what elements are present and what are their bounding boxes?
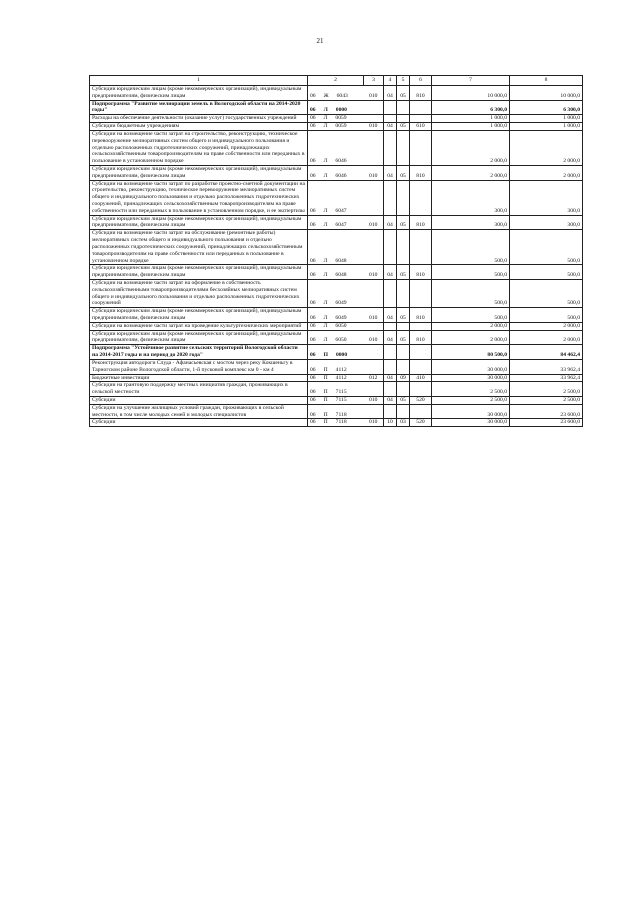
row-name: Бюджетные инвестиции <box>90 374 308 382</box>
expense-type-code <box>410 322 432 330</box>
code-subprogram: Л <box>323 207 328 214</box>
code-subprogram: Л <box>323 158 328 165</box>
row-name: Субсидии на возмещение части затрат на обслуживание (ремонтные работы) мелиоративных систем общего и индивидуального пользования и отдельно расположенных гидротехнических сооружений, принадлежащих сельскохозяйственным товаропроизводителям на праве собственности или переданных в пользование в установленном порядке <box>90 230 308 265</box>
code-program: 06 <box>310 374 316 381</box>
target-article-code <box>308 322 364 330</box>
expense-type-code: 810 <box>410 86 432 101</box>
row-name: Субсидии <box>90 396 308 404</box>
target-article-code <box>308 180 364 215</box>
department-code: 010 <box>364 265 384 280</box>
code-subprogram: Л <box>323 322 328 329</box>
code-direction: 7118 <box>335 419 347 426</box>
target-article-code <box>308 130 364 165</box>
amount-col-8: 84 462,4 <box>510 345 583 360</box>
amount-col-7: 2 000,0 <box>432 330 510 345</box>
target-article-code <box>308 230 364 265</box>
expense-type-code: 810 <box>410 265 432 280</box>
subsection-code <box>397 130 410 165</box>
code-direction: 7115 <box>335 396 347 403</box>
expense-type-code <box>410 382 432 397</box>
section-code: 04 <box>384 265 397 280</box>
section-code <box>384 115 397 123</box>
subsection-code: 05 <box>397 86 410 101</box>
subsection-code: 05 <box>397 215 410 230</box>
code-program: 06 <box>310 207 316 214</box>
code-direction: 6050 <box>335 337 347 344</box>
target-article-code <box>308 100 364 115</box>
expense-type-code <box>410 115 432 123</box>
section-code: 10 <box>384 419 397 427</box>
department-code: 010 <box>364 308 384 323</box>
code-program: 06 <box>310 300 316 307</box>
amount-col-7: 80 500,0 <box>432 345 510 360</box>
department-code: 010 <box>364 330 384 345</box>
code-direction: 6043 <box>336 92 348 99</box>
column-header: 8 <box>510 76 583 86</box>
department-code: 010 <box>364 396 384 404</box>
amount-col-8: 2 000,0 <box>510 330 583 345</box>
department-code <box>364 382 384 397</box>
target-article-code <box>308 404 364 419</box>
code-direction: 0059 <box>335 123 347 130</box>
target-article-code <box>308 382 364 397</box>
section-code <box>384 130 397 165</box>
code-direction: 7118 <box>335 411 347 418</box>
code-program: 06 <box>310 366 316 373</box>
table-row <box>90 396 583 404</box>
code-direction: 0000 <box>335 107 347 114</box>
amount-col-7: 30 000,0 <box>432 359 510 374</box>
target-article-code <box>308 308 364 323</box>
amount-col-7: 1 000,0 <box>432 115 510 123</box>
amount-col-8: 33 962,4 <box>510 359 583 374</box>
table-row <box>90 322 583 330</box>
subsection-code <box>397 100 410 115</box>
section-code <box>384 279 397 307</box>
subsection-code: 05 <box>397 165 410 180</box>
expense-type-code: 410 <box>410 374 432 382</box>
code-program: 06 <box>310 123 316 130</box>
section-code <box>384 345 397 360</box>
amount-col-8: 500,0 <box>510 279 583 307</box>
column-header: 2 <box>308 76 364 86</box>
row-name: Субсидии <box>90 419 308 427</box>
amount-col-8: 500,0 <box>510 308 583 323</box>
target-article-code <box>308 123 364 131</box>
code-subprogram: Л <box>323 172 328 179</box>
column-header: 6 <box>410 76 432 86</box>
code-program: 06 <box>310 107 316 114</box>
subsection-code: 05 <box>397 330 410 345</box>
target-article-code <box>308 86 364 101</box>
amount-col-8: 23 600,0 <box>510 419 583 427</box>
code-direction: 6047 <box>335 207 347 214</box>
column-header: 1 <box>90 76 308 86</box>
code-program: 06 <box>310 389 316 396</box>
code-program: 06 <box>310 337 316 344</box>
amount-col-7: 10 000,0 <box>432 86 510 101</box>
column-number-row <box>90 76 583 86</box>
target-article-code <box>308 374 364 382</box>
amount-col-8: 33 962,4 <box>510 374 583 382</box>
subsection-code <box>397 279 410 307</box>
amount-col-7: 500,0 <box>432 265 510 280</box>
code-subprogram: Л <box>323 337 328 344</box>
subsection-code <box>397 382 410 397</box>
code-program: 06 <box>310 92 316 99</box>
expense-type-code: 520 <box>410 396 432 404</box>
amount-col-8: 10 000,0 <box>510 86 583 101</box>
row-name: Подпрограмма "Устойчивое развитие сельских территорий Вологодской области на 2014-2017 годы и на период до 2020 года" <box>90 345 308 360</box>
code-direction: 6050 <box>335 322 347 329</box>
code-program: 06 <box>310 272 316 279</box>
department-code: 010 <box>364 165 384 180</box>
subsection-code: 05 <box>397 123 410 131</box>
code-subprogram: Л <box>323 115 328 122</box>
table-row <box>90 419 583 427</box>
department-code <box>364 100 384 115</box>
table-body <box>90 86 583 427</box>
section-code: 04 <box>384 308 397 323</box>
code-program: 06 <box>310 172 316 179</box>
target-article-code <box>308 215 364 230</box>
department-code: 010 <box>364 215 384 230</box>
budget-table <box>89 75 583 427</box>
amount-col-8: 1 000,0 <box>510 115 583 123</box>
code-program: 06 <box>310 396 316 403</box>
code-direction: 7115 <box>335 389 347 396</box>
row-name: Субсидии на грантовую поддержку местных инициатив граждан, проживающих в сельской местности <box>90 382 308 397</box>
section-code <box>384 322 397 330</box>
department-code <box>364 180 384 215</box>
table-row <box>90 230 583 265</box>
amount-col-7: 6 300,0 <box>432 100 510 115</box>
code-direction: 6048 <box>335 272 347 279</box>
code-subprogram: Ж <box>323 92 329 99</box>
code-direction: 0059 <box>335 115 347 122</box>
target-article-code <box>308 165 364 180</box>
code-program: 06 <box>310 257 316 264</box>
row-name: Субсидии юридическим лицам (кроме некоммерческих организаций), индивидуальным предпринимателям, физическим лицам <box>90 308 308 323</box>
code-direction: 0000 <box>335 352 348 359</box>
code-subprogram: П <box>323 411 328 418</box>
expense-type-code: 520 <box>410 419 432 427</box>
department-code <box>364 115 384 123</box>
table-row <box>90 279 583 307</box>
code-program: 06 <box>310 419 316 426</box>
expense-type-code <box>410 404 432 419</box>
code-program: 06 <box>310 115 316 122</box>
code-direction: 6046 <box>335 158 347 165</box>
department-code <box>364 345 384 360</box>
row-name: Субсидии юридическим лицам (кроме некоммерческих организаций), индивидуальным предпринимателям, физическим лицам <box>90 330 308 345</box>
code-program: 06 <box>310 158 316 165</box>
amount-col-8: 300,0 <box>510 215 583 230</box>
expense-type-code <box>410 279 432 307</box>
section-code: 04 <box>384 86 397 101</box>
department-code: 012 <box>364 374 384 382</box>
subsection-code <box>397 322 410 330</box>
amount-col-7: 500,0 <box>432 308 510 323</box>
amount-col-7: 30 000,0 <box>432 374 510 382</box>
expense-type-code <box>410 345 432 360</box>
expense-type-code: 610 <box>410 123 432 131</box>
expense-type-code <box>410 359 432 374</box>
amount-col-8: 6 300,0 <box>510 100 583 115</box>
table-header <box>90 76 583 86</box>
department-code <box>364 130 384 165</box>
table-row <box>90 86 583 101</box>
table-row <box>90 180 583 215</box>
code-subprogram: Л <box>323 315 328 321</box>
expense-type-code: 810 <box>410 165 432 180</box>
code-program: 06 <box>310 222 316 229</box>
section-code <box>384 359 397 374</box>
amount-col-8: 2 500,0 <box>510 396 583 404</box>
subprogram-row <box>90 345 583 360</box>
table-row <box>90 165 583 180</box>
code-subprogram: Л <box>323 300 328 307</box>
expense-type-code: 810 <box>410 215 432 230</box>
row-name: Субсидии на улучшение жилищных условий граждан, проживающих в сельской местности, в том числе молодых семей и молодых специалистов <box>90 404 308 419</box>
section-code: 04 <box>384 165 397 180</box>
row-name: Субсидии юридическим лицам (кроме некоммерческих организаций), индивидуальным предпринимателям, физическим лицам <box>90 86 308 101</box>
subsection-code <box>397 404 410 419</box>
subsection-code: 09 <box>397 374 410 382</box>
section-code: 04 <box>384 396 397 404</box>
table-row <box>90 265 583 280</box>
target-article-code <box>308 115 364 123</box>
code-program: 06 <box>310 411 316 418</box>
department-code <box>364 279 384 307</box>
table-row <box>90 404 583 419</box>
amount-col-8: 2 500,0 <box>510 382 583 397</box>
amount-col-8: 2 000,0 <box>510 130 583 165</box>
amount-col-7: 500,0 <box>432 279 510 307</box>
target-article-code <box>308 330 364 345</box>
expense-type-code <box>410 180 432 215</box>
code-direction: 6047 <box>335 222 347 229</box>
expense-type-code: 810 <box>410 330 432 345</box>
expense-type-code <box>410 230 432 265</box>
code-direction: 4112 <box>335 374 347 381</box>
code-subprogram: Л <box>323 272 328 279</box>
column-header: 4 <box>384 76 397 86</box>
section-code <box>384 382 397 397</box>
section-code: 04 <box>384 330 397 345</box>
column-header: 3 <box>364 76 384 86</box>
code-program: 06 <box>310 315 316 321</box>
code-subprogram: П <box>323 352 328 359</box>
row-name: Реконструкция автодороги Слуда - Афанасьевская с мостом через реку Кокшеньгу в Тарногском районе Вологодской области, 1-й пусковой комплекс км 0 - км 4 <box>90 359 308 374</box>
amount-col-8: 1 000,0 <box>510 123 583 131</box>
target-article-code <box>308 265 364 280</box>
column-header: 7 <box>432 76 510 86</box>
subsection-code: 05 <box>397 265 410 280</box>
row-name: Подпрограмма "Развитие мелиорации земель в Вологодской области на 2014-2020 годы" <box>90 100 308 115</box>
row-name: Субсидии юридическим лицам (кроме некоммерческих организаций), индивидуальным предпринимателям, физическим лицам <box>90 215 308 230</box>
subsection-code: 03 <box>397 419 410 427</box>
subsection-code <box>397 230 410 265</box>
code-subprogram: Л <box>323 222 328 229</box>
subsection-code <box>397 180 410 215</box>
code-direction: 6046 <box>335 172 347 179</box>
department-code <box>364 230 384 265</box>
row-name: Субсидии юридическим лицам (кроме некоммерческих организаций), индивидуальным предпринимателям, физическим лицам <box>90 265 308 280</box>
target-article-code <box>308 345 364 360</box>
department-code: 010 <box>364 419 384 427</box>
code-program: 06 <box>310 352 316 359</box>
section-code: 04 <box>384 123 397 131</box>
amount-col-7: 500,0 <box>432 230 510 265</box>
table-row <box>90 123 583 131</box>
amount-col-7: 2 500,0 <box>432 396 510 404</box>
table-row <box>90 115 583 123</box>
amount-col-7: 2 000,0 <box>432 322 510 330</box>
row-name: Расходы на обеспечение деятельности (оказание услуг) государственных учреждений <box>90 115 308 123</box>
section-code: 04 <box>384 374 397 382</box>
expense-type-code <box>410 130 432 165</box>
subsection-code: 05 <box>397 308 410 323</box>
department-code: 010 <box>364 123 384 131</box>
code-direction: 6048 <box>335 257 347 264</box>
code-program: 06 <box>310 322 316 329</box>
code-subprogram: П <box>323 374 328 381</box>
department-code <box>364 404 384 419</box>
code-subprogram: П <box>323 389 328 396</box>
section-code <box>384 100 397 115</box>
code-direction: 6049 <box>335 300 347 307</box>
amount-col-7: 1 000,0 <box>432 123 510 131</box>
department-code <box>364 322 384 330</box>
row-name: Субсидии бюджетным учреждениям <box>90 123 308 131</box>
target-article-code <box>308 359 364 374</box>
row-name: Субсидии на возмещение части затрат на проведение культуртехнических мероприятий <box>90 322 308 330</box>
code-direction: 4112 <box>335 366 347 373</box>
code-subprogram: П <box>323 396 328 403</box>
amount-col-8: 500,0 <box>510 265 583 280</box>
subprogram-row <box>90 100 583 115</box>
amount-col-7: 30 000,0 <box>432 404 510 419</box>
amount-col-7: 30 000,0 <box>432 419 510 427</box>
table-row <box>90 359 583 374</box>
section-code <box>384 180 397 215</box>
row-name: Субсидии на возмещение части затрат на строительство, реконструкцию, техническое перевооружение мелиоративных систем общего и индивидуального пользования и отдельно расположенных гидротехнических сооружений, принадлежащих сельскохозяйственным товаропроизводителям на праве собственности или переданных в пользование в установленном порядке <box>90 130 308 165</box>
table-row <box>90 382 583 397</box>
code-subprogram: Л <box>323 257 328 264</box>
expense-type-code <box>410 100 432 115</box>
amount-col-8: 2 000,0 <box>510 322 583 330</box>
amount-col-7: 2 000,0 <box>432 165 510 180</box>
table-row <box>90 215 583 230</box>
amount-col-7: 300,0 <box>432 215 510 230</box>
row-name: Субсидии юридическим лицам (кроме некоммерческих организаций), индивидуальным предпринимателям, физическим лицам <box>90 165 308 180</box>
table-row <box>90 130 583 165</box>
row-name: Субсидии на возмещение части затрат на оформление в собственность сельскохозяйственными товаропроизводителями бесхозяйных мелиоративных систем общего и индивидуального пользования и отдельно расположенных гидротехнических сооружений <box>90 279 308 307</box>
amount-col-8: 2 000,0 <box>510 165 583 180</box>
page-number: 21 <box>316 37 324 45</box>
amount-col-8: 300,0 <box>510 180 583 215</box>
table-row <box>90 308 583 323</box>
subsection-code <box>397 115 410 123</box>
department-code: 010 <box>364 86 384 101</box>
subsection-code <box>397 345 410 360</box>
subsection-code <box>397 359 410 374</box>
subsection-code: 05 <box>397 396 410 404</box>
amount-col-8: 500,0 <box>510 230 583 265</box>
amount-col-7: 300,0 <box>432 180 510 215</box>
code-direction: 6049 <box>335 315 347 321</box>
code-subprogram: П <box>323 366 328 373</box>
amount-col-7: 2 500,0 <box>432 382 510 397</box>
target-article-code <box>308 419 364 427</box>
section-code: 04 <box>384 215 397 230</box>
row-name: Субсидии на возмещение части затрат по разработке проектно-сметной документации на строительство, реконструкцию, техническое перевооружение мелиоративных систем общего и индивидуального пользования и отдельно расположенных гидротехнических сооружений, принадлежащих сельскохозяйственным товаропроизводителям на праве собственности или переданных в пользование в установленном порядке, и ее экспертизы <box>90 180 308 215</box>
column-header: 5 <box>397 76 410 86</box>
section-code <box>384 404 397 419</box>
expense-type-code: 810 <box>410 308 432 323</box>
code-subprogram: П <box>323 419 328 426</box>
amount-col-7: 2 000,0 <box>432 130 510 165</box>
code-subprogram: Л <box>323 107 328 114</box>
department-code <box>364 359 384 374</box>
target-article-code <box>308 279 364 307</box>
target-article-code <box>308 396 364 404</box>
amount-col-8: 23 600,0 <box>510 404 583 419</box>
code-subprogram: Л <box>323 123 328 130</box>
table-row <box>90 374 583 382</box>
table-row <box>90 330 583 345</box>
section-code <box>384 230 397 265</box>
